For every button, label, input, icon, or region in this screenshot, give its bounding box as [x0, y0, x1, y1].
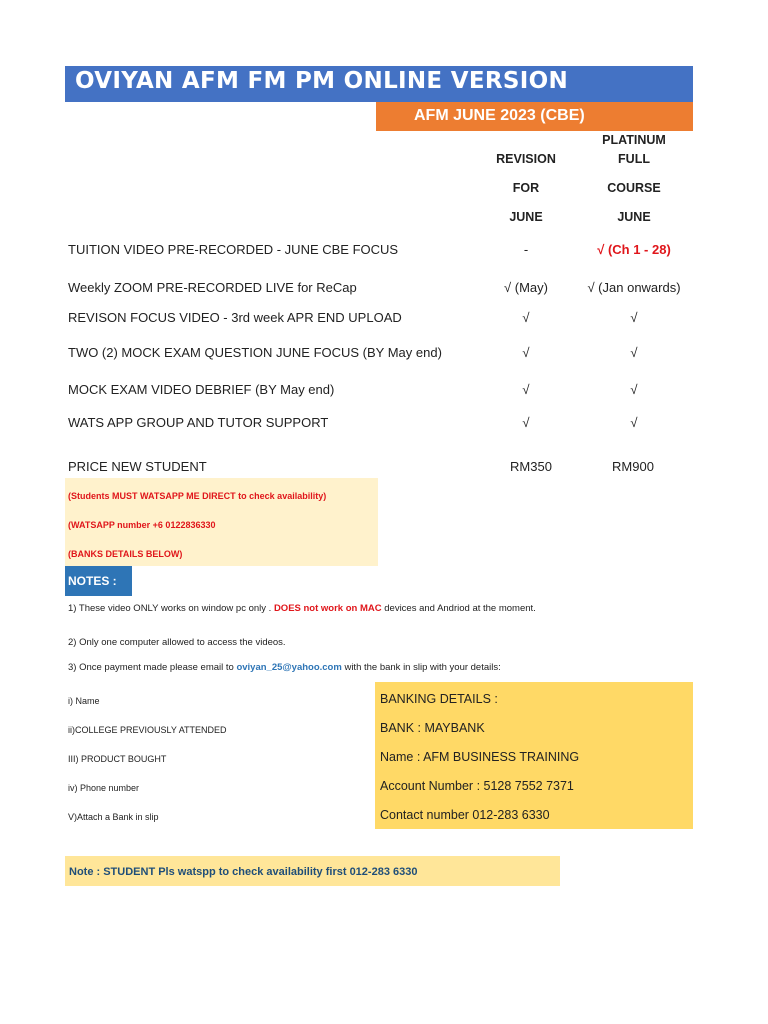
col-revision-line3: JUNE [509, 210, 543, 224]
cell-revision-weekly-zoom: √ (May) [504, 280, 548, 295]
price-platinum: RM900 [612, 459, 654, 474]
detail-product: III) PRODUCT BOUGHT [68, 754, 167, 764]
email-link[interactable]: oviyan_25@yahoo.com [236, 662, 342, 673]
banking-details-box [375, 682, 693, 829]
contact-note-whatsapp: (WATSAPP number +6 0122836330 [68, 520, 216, 530]
note-1 [68, 603, 536, 614]
cell-revision-whatsapp-support: √ [522, 415, 530, 430]
row-label-weekly-zoom: Weekly ZOOM PRE-RECORDED LIVE for ReCap [68, 280, 357, 295]
cell-platinum-focus-video: √ [630, 310, 638, 325]
banking-contact-number: Contact number 012-283 6330 [380, 808, 550, 822]
banking-bank: BANK : MAYBANK [380, 721, 485, 735]
note-3-part-b: with the bank in slip with your details: [341, 662, 501, 673]
note-3 [68, 662, 501, 673]
row-label-whatsapp-support: WATS APP GROUP AND TUTOR SUPPORT [68, 415, 329, 430]
detail-bank-slip: V)Attach a Bank in slip [68, 812, 159, 822]
notes-heading: NOTES : [68, 574, 117, 588]
detail-phone: iv) Phone number [68, 783, 140, 793]
detail-college: ii)COLLEGE PREVIOUSLY ATTENDED [68, 725, 227, 735]
footer-note: Note : STUDENT Pls watspp to check availability first 012-283 6330 [69, 866, 418, 878]
cell-platinum-mock-exam-debrief: √ [630, 382, 638, 397]
cell-platinum-mock-exam-question: √ [630, 345, 638, 360]
cell-platinum-weekly-zoom: √ (Jan onwards) [587, 280, 681, 295]
note-1-part-c: devices and Andriod at the moment. [381, 603, 536, 614]
cell-platinum-whatsapp-support: √ [630, 415, 638, 430]
row-label-revision-focus-video: REVISON FOCUS VIDEO - 3rd week APR END UPLOAD [68, 310, 402, 325]
banking-account-name: Name : AFM BUSINESS TRAINING [380, 750, 580, 764]
title-banner [65, 66, 693, 102]
cell-revision-focus-video: √ [522, 310, 530, 325]
footer-note-box [65, 856, 560, 886]
col-platinum-line4: JUNE [617, 210, 651, 224]
note-3-part-a: 3) Once payment made please email to [68, 662, 237, 673]
col-revision-line1: REVISION [496, 152, 556, 166]
col-platinum-line1: PLATINUM [602, 133, 666, 147]
page-subtitle: AFM JUNE 2023 (CBE) [414, 107, 585, 124]
col-revision-line2: FOR [512, 181, 540, 195]
note-2: 2) Only one computer allowed to access the videos. [68, 637, 286, 648]
col-platinum-line3: COURSE [607, 181, 661, 195]
col-platinum-line2: FULL [618, 152, 650, 166]
notes-heading-box [65, 566, 132, 596]
price-revision: RM350 [510, 459, 552, 474]
note-1-mac-warning: DOES not work on MAC [273, 603, 382, 614]
contact-note-banks: (BANKS DETAILS BELOW) [68, 549, 183, 559]
cell-platinum-tuition-video: √ (Ch 1 - 28) [597, 242, 671, 257]
subtitle-banner [376, 102, 693, 131]
note-1-part-a: 1) These video ONLY works on window pc only . [68, 603, 274, 614]
detail-name: i) Name [68, 696, 100, 706]
row-label-mock-exam-question: TWO (2) MOCK EXAM QUESTION JUNE FOCUS (BY May end) [68, 345, 442, 360]
banking-account-number: Account Number : 5128 7552 7371 [380, 779, 574, 793]
banking-heading: BANKING DETAILS : [380, 692, 498, 706]
page-title: OVIYAN AFM FM PM ONLINE VERSION [75, 68, 568, 94]
cell-revision-mock-exam-debrief: √ [522, 382, 530, 397]
cell-revision-tuition-video: - [523, 242, 529, 257]
row-label-mock-exam-debrief: MOCK EXAM VIDEO DEBRIEF (BY May end) [68, 382, 335, 397]
price-label: PRICE NEW STUDENT [68, 459, 207, 474]
contact-note-availability: (Students MUST WATSAPP ME DIRECT to check availability) [68, 491, 327, 501]
row-label-tuition-video: TUITION VIDEO PRE-RECORDED - JUNE CBE FOCUS [68, 242, 399, 257]
cell-revision-mock-exam-question: √ [522, 345, 530, 360]
